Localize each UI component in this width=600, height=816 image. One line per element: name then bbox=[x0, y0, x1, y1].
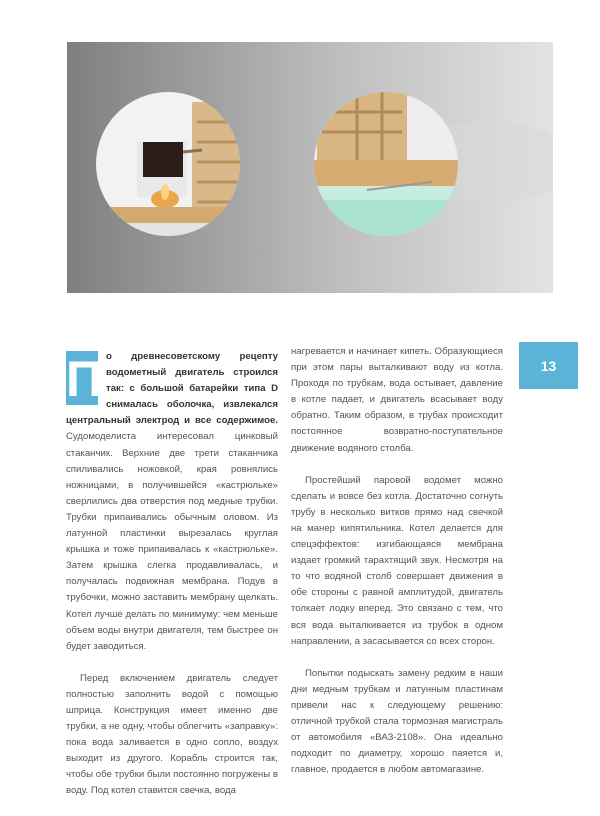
paragraph-5: Попытки подыскать замену редким в наши дни медным трубкам и латунным пластинам привели нас к следующему решению: отличной трубкой стала тормозная магистраль от автомобиля «ВАЗ-2108». Она идеально подходит по диаметру, хорошо паяется и, главное, продается в любом автомагазине. bbox=[291, 667, 503, 776]
paragraph-1 bbox=[66, 349, 278, 655]
paragraph-2: Перед включением двигатель следует полностью заполнить водой с помощью шприца. Конструкция имеет именно две трубки, а не одну, чтобы облегчить «заправку»: пока вода заливается в одно сопло, воздух выходит из другого. Корабль строится так, чтобы обе трубки были постоянно погружены в воду. Под котел ставится свечка, вода bbox=[66, 672, 278, 797]
lead-text: о древнесоветскому рецепту водометный двигатель строился так: с большой батарейки типа D снималась оболочка, извлекался центральный электрод и все содержимое. bbox=[66, 351, 278, 427]
page-number-badge bbox=[519, 342, 578, 389]
text-column-right bbox=[291, 344, 503, 794]
drop-cap: П bbox=[66, 351, 102, 407]
photo bbox=[67, 42, 553, 293]
text-column-left bbox=[66, 349, 278, 816]
paragraph-4: Простейший паровой водомет можно сделать и вовсе без котла. Достаточно согнуть трубу в несколько витков прямо над свечкой на манер кипятильника. Котел делается для спецэффектов: изгибающаяся мембрана издает громкий тарахтящий звук. Несмотря на то что водяной столб совершает движения в обе стороны с равной амплитудой, двигатель толкает лодку вперед. Это связано с тем, что вся вода выталкивается из трубок в одном направлении, а засасывается со всех сторон. bbox=[291, 474, 503, 647]
page-number: 13 bbox=[540, 357, 557, 374]
paragraph-1-rest: Судомоделиста интересовал цинковый стаканчик. Верхние две трети стаканчика спиливались ножовкой, края ровнялись ножницами, в получившейся «кастрюльке» сверлились два отверстия под медные трубки. Трубки припаивались обычным оловом. Из латунной пластинки вырезалась круглая крышка и тоже припаивалась к «кастрюльке». Затем крышка слегка продавливалась, и получалась подвижная мембрана. Подув в трубочки, можно заставить мембрану щелкать. Котел лучше делать по минимуму: чем меньше объем воды внутри двигателя, тем быстрее он будет заводиться. bbox=[66, 431, 278, 652]
photo-steam-boat-engine-icon bbox=[67, 42, 553, 293]
paragraph-3: нагревается и начинает кипеть. Образующиеся при этом пары выталкивают воду из котла. Проходя по трубкам, вода остывает, давление в котле падает, и двигатель всасывает воду обратно. Таким образом, в трубах происходит постоянное возвратно-поступательное движение водяного столба. bbox=[291, 346, 503, 454]
